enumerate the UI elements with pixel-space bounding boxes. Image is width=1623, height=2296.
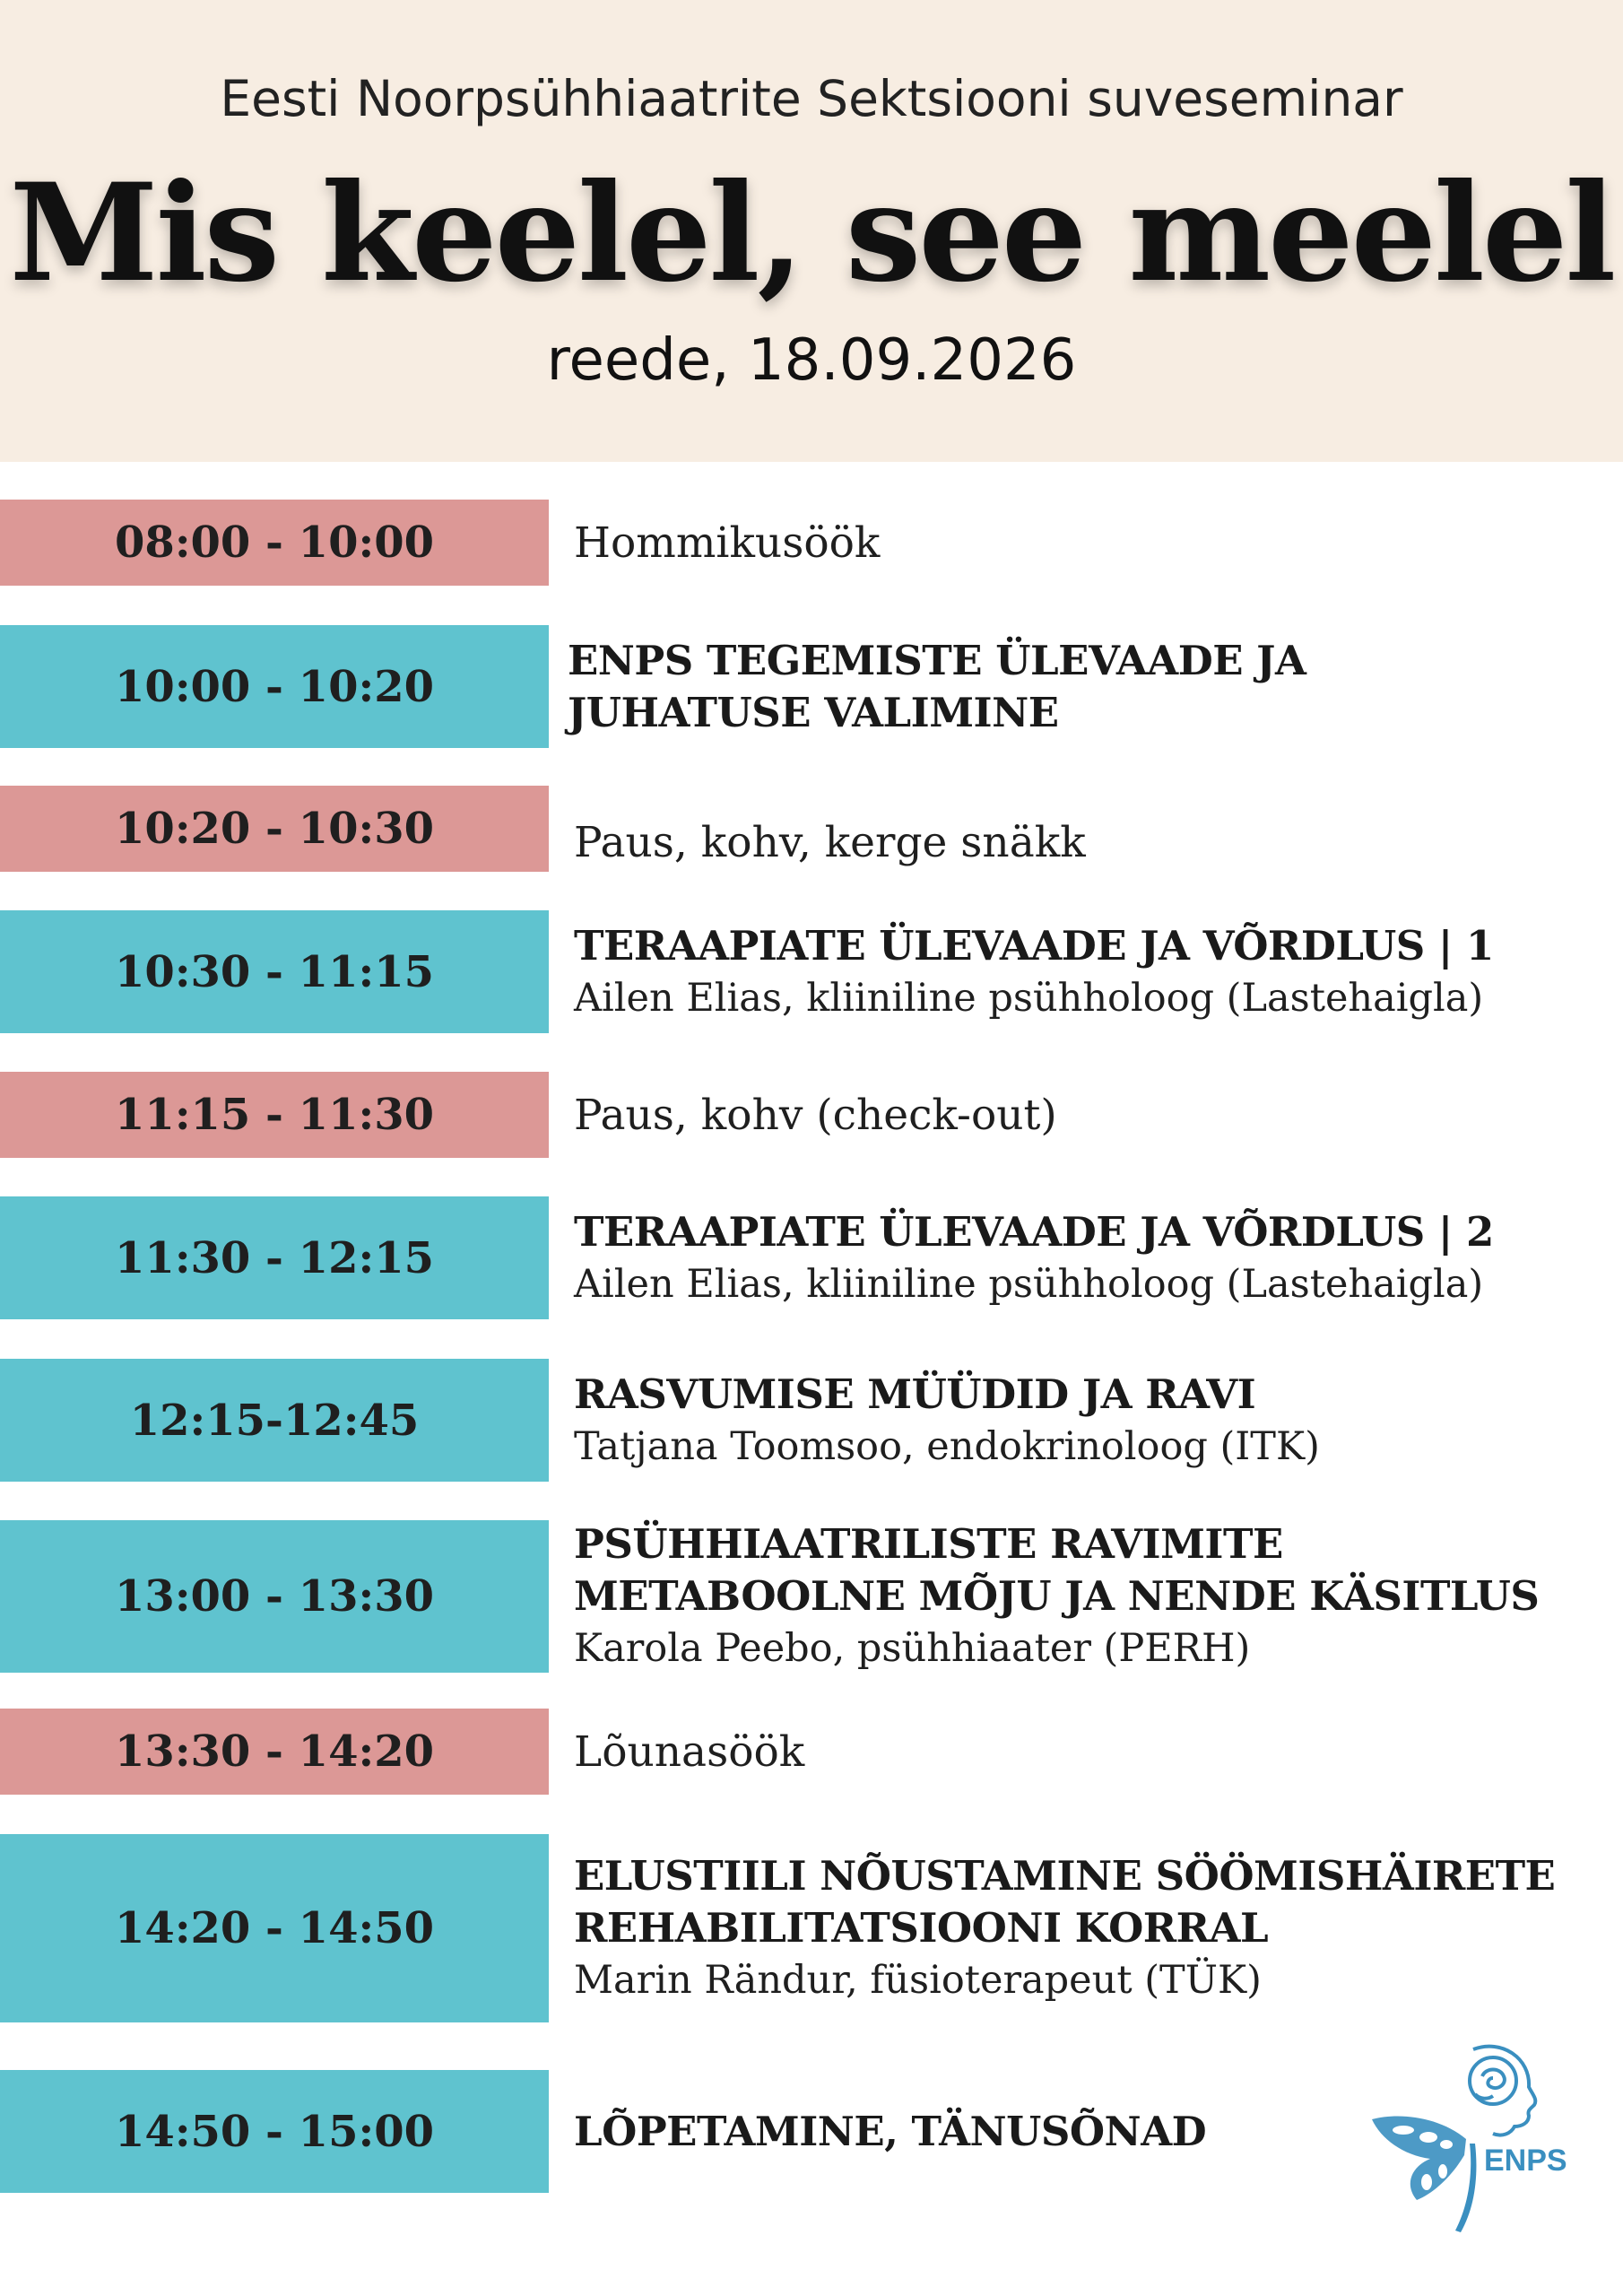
session-info bbox=[574, 1072, 1569, 1158]
session-title: TERAAPIATE ÜLEVAADE JA VÕRDLUS | 2 bbox=[574, 1207, 1494, 1256]
time-slot: 12:15-12:45 bbox=[0, 1359, 549, 1482]
session-speaker: Karola Peebo, psühhiaater (PERH) bbox=[574, 1626, 1251, 1671]
butterfly-head-logo-icon bbox=[1367, 2040, 1583, 2238]
time-slot: 11:30 - 12:15 bbox=[0, 1196, 549, 1319]
time-slot: 10:00 - 10:20 bbox=[0, 625, 549, 748]
schedule-row bbox=[0, 625, 1623, 748]
session-title: RASVUMISE MÜÜDID JA RAVI bbox=[574, 1370, 1256, 1418]
session-title: JUHATUSE VALIMINE bbox=[568, 688, 1059, 736]
schedule-row bbox=[0, 500, 1623, 586]
enps-logo bbox=[1367, 2040, 1583, 2238]
session-title: LÕPETAMINE, TÄNUSÕNAD bbox=[574, 2107, 1207, 2155]
session-info bbox=[574, 1834, 1569, 2022]
session-title: Paus, kohv, kerge snäkk bbox=[574, 817, 1086, 867]
session-title: METABOOLNE MÕJU JA NENDE KÄSITLUS bbox=[574, 1572, 1540, 1620]
session-info bbox=[568, 625, 1563, 748]
time-slot: 13:00 - 13:30 bbox=[0, 1520, 549, 1673]
session-title: Lõunasöök bbox=[574, 1726, 805, 1777]
time-slot: 10:20 - 10:30 bbox=[0, 786, 549, 872]
time-slot: 11:15 - 11:30 bbox=[0, 1072, 549, 1158]
header bbox=[0, 0, 1623, 462]
time-slot: 14:50 - 15:00 bbox=[0, 2070, 549, 2193]
schedule-row bbox=[0, 910, 1623, 1033]
session-speaker: Ailen Elias, kliiniline psühholoog (Lastehaigla) bbox=[574, 975, 1484, 1021]
schedule-row bbox=[0, 1196, 1623, 1319]
session-speaker: Tatjana Toomsoo, endokrinoloog (ITK) bbox=[574, 1423, 1320, 1469]
session-info bbox=[574, 500, 1569, 586]
schedule-row bbox=[0, 1709, 1623, 1795]
session-speaker: Marin Rändur, füsioterapeut (TÜK) bbox=[574, 1958, 1262, 2003]
session-info bbox=[574, 1709, 1569, 1795]
event-date: reede, 18.09.2026 bbox=[546, 327, 1077, 394]
session-title: ENPS TEGEMISTE ÜLEVAADE JA bbox=[568, 636, 1306, 684]
session-info bbox=[574, 1359, 1569, 1482]
session-speaker: Ailen Elias, kliiniline psühholoog (Lastehaigla) bbox=[574, 1261, 1484, 1307]
session-title: TERAAPIATE ÜLEVAADE JA VÕRDLUS | 1 bbox=[574, 921, 1494, 970]
schedule-row bbox=[0, 1520, 1623, 1673]
time-slot: 08:00 - 10:00 bbox=[0, 500, 549, 586]
session-title: Paus, kohv (check-out) bbox=[574, 1090, 1057, 1140]
session-title: Hommikusöök bbox=[574, 517, 881, 568]
time-slot: 14:20 - 14:50 bbox=[0, 1834, 549, 2022]
session-title: PSÜHHIAATRILISTE RAVIMITE bbox=[574, 1520, 1283, 1568]
time-slot: 10:30 - 11:15 bbox=[0, 910, 549, 1033]
schedule-row bbox=[0, 1072, 1623, 1158]
schedule-row bbox=[0, 1834, 1623, 2022]
session-title: ELUSTIILI NÕUSTAMINE SÖÖMISHÄIRETE bbox=[574, 1852, 1556, 1900]
session-info bbox=[574, 786, 1569, 872]
session-title: REHABILITATSIOONI KORRAL bbox=[574, 1904, 1269, 1952]
logo-text: ENPS bbox=[1484, 2144, 1567, 2178]
event-title: Mis keelel, see meelel bbox=[9, 154, 1614, 312]
session-info bbox=[574, 1520, 1569, 1673]
session-info bbox=[574, 1196, 1569, 1319]
event-subtitle: Eesti Noorpsühhiaatrite Sektsiooni suveseminar bbox=[220, 70, 1403, 127]
time-slot: 13:30 - 14:20 bbox=[0, 1709, 549, 1795]
schedule-row bbox=[0, 1359, 1623, 1482]
session-info bbox=[574, 910, 1569, 1033]
schedule-row bbox=[0, 786, 1623, 872]
